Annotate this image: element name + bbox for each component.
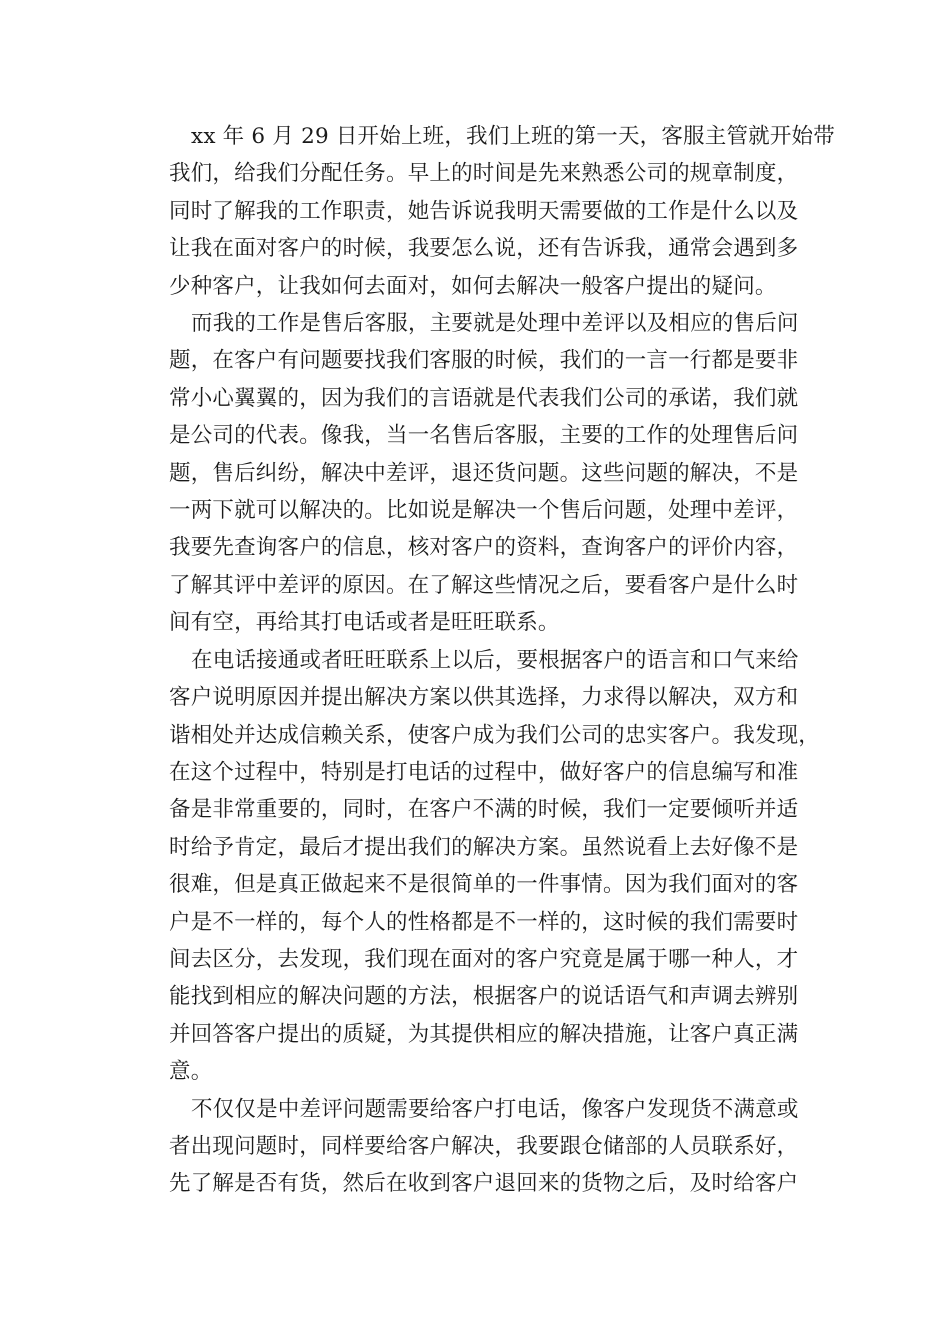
paragraph-3: [145, 642, 825, 1091]
paragraph-2: [145, 305, 825, 642]
text-line: 同时了解我的工作职责，她告诉说我明天需要做的工作是什么以及: [169, 198, 799, 224]
text-line: 了解其评中差评的原因。在了解这些情况之后，要看客户是什么时: [169, 572, 799, 598]
text-line: 题，在客户有问题要找我们客服的时候，我们的一言一行都是要非: [169, 348, 799, 374]
text-line: 户是不一样的，每个人的性格都是不一样的，这时候的我们需要时: [169, 909, 799, 935]
text-line: 并回答客户提出的质疑，为其提供相应的解决措施，让客户真正满: [169, 1021, 799, 1047]
paragraph-4: [145, 1091, 825, 1203]
text-line: 在这个过程中，特别是打电话的过程中，做好客户的信息编写和准: [169, 759, 799, 785]
text-line: 时给予肯定，最后才提出我们的解决方案。虽然说看上去好像不是: [169, 834, 799, 860]
text-line: 让我在面对客户的时候，我要怎么说，还有告诉我，通常会遇到多: [169, 236, 799, 262]
text-line: 者出现问题时，同样要给客户解决，我要跟仓储部的人员联系好，: [169, 1133, 799, 1159]
text-line: 不仅仅是中差评问题需要给客户打电话，像客户发现货不满意或: [191, 1096, 799, 1122]
paragraph-1: [145, 118, 835, 305]
text-line: 谐相处并达成信赖关系，使客户成为我们公司的忠实客户。我发现，: [169, 722, 821, 748]
text-line: 是公司的代表。像我，当一名售后客服，主要的工作的处理售后问: [169, 423, 799, 449]
text-line: 备是非常重要的，同时，在客户不满的时候，我们一定要倾听并适: [169, 797, 799, 823]
text-line: 题，售后纠纷，解决中差评，退还货问题。这些问题的解决，不是: [169, 460, 799, 486]
text-line: 先了解是否有货，然后在收到客户退回来的货物之后，及时给客户: [169, 1171, 799, 1197]
text-line: 间去区分，去发现，我们现在面对的客户究竟是属于哪一种人，才: [169, 946, 799, 972]
text-line: 间有空，再给其打电话或者是旺旺联系。: [169, 610, 560, 636]
document-body: [145, 118, 835, 1203]
text-line: 常小心翼翼的，因为我们的言语就是代表我们公司的承诺，我们就: [169, 385, 799, 411]
text-line: 在电话接通或者旺旺联系上以后，要根据客户的语言和口气来给: [191, 647, 799, 673]
text-line: 我们，给我们分配任务。早上的时间是先来熟悉公司的规章制度，: [169, 161, 799, 187]
text-line: 能找到相应的解决问题的方法，根据客户的说话语气和声调去辨别: [169, 984, 799, 1010]
text-line: 客户说明原因并提出解决方案以供其选择，力求得以解决，双方和: [169, 685, 799, 711]
text-line: 我要先查询客户的信息，核对客户的资料，查询客户的评价内容，: [169, 535, 799, 561]
text-line: 少种客户，让我如何去面对，如何去解决一般客户提出的疑问。: [169, 273, 777, 299]
text-line: 很难，但是真正做起来不是很简单的一件事情。因为我们面对的客: [169, 872, 799, 898]
text-line: 而我的工作是售后客服，主要就是处理中差评以及相应的售后问: [191, 311, 799, 337]
text-line: 意。: [169, 1059, 213, 1085]
text-line: 一两下就可以解决的。比如说是解决一个售后问题，处理中差评，: [169, 498, 799, 524]
text-line: xx 年 6 月 29 日开始上班，我们上班的第一天，客服主管就开始带: [191, 124, 835, 149]
